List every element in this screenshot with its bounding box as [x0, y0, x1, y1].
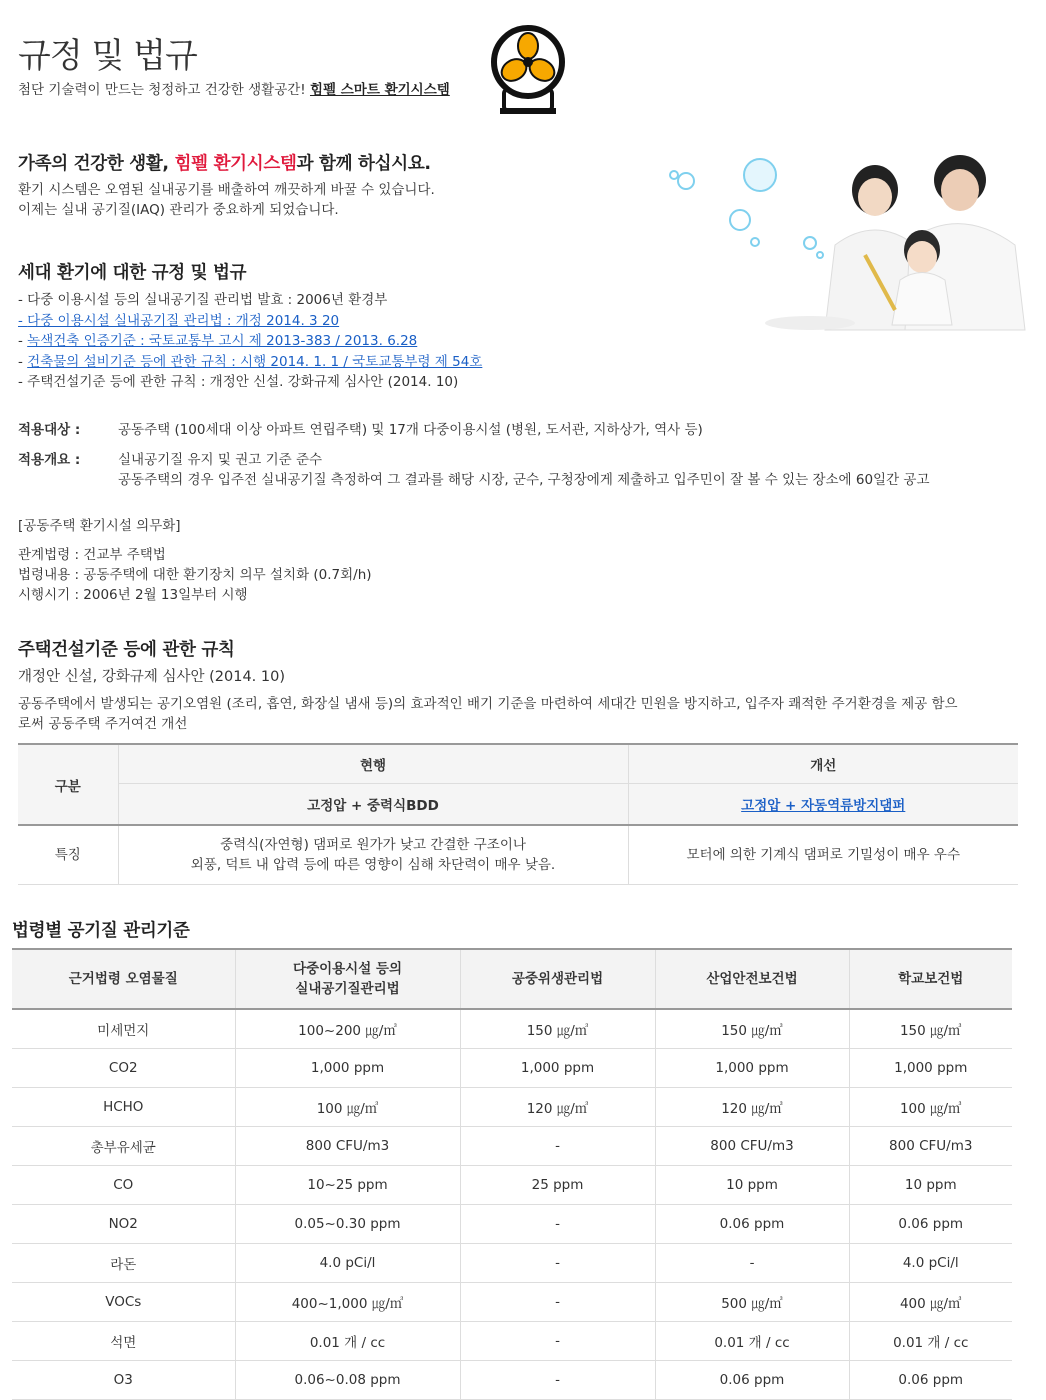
standard-value: 100 ㎍/㎥ [849, 1088, 1012, 1127]
intro-heading [18, 150, 431, 175]
air-quality-heading: 법령별 공기질 관리기준 [12, 921, 190, 941]
pollutant-name: CO2 [12, 1049, 235, 1088]
intro-text [18, 180, 435, 220]
standard-value: 120 ㎍/㎥ [460, 1088, 655, 1127]
standard-value: 800 CFU/m3 [235, 1127, 460, 1166]
table-row [12, 1361, 1012, 1400]
standard-value: 0.06~0.08 ppm [235, 1361, 460, 1400]
standard-value: 4.0 pCi/l [235, 1244, 460, 1283]
standard-value: - [655, 1244, 849, 1283]
housing-rule-desc [18, 694, 1018, 734]
intro-line: 환기 시스템은 오염된 실내공기를 배출하여 깨끗하게 바꿀 수 있습니다. [18, 182, 435, 198]
standard-value: - [460, 1244, 655, 1283]
housing-rule-subheading: 개정안 신설, 강화규제 심사안 (2014. 10) [18, 669, 286, 685]
standard-value: 500 ㎍/㎥ [655, 1283, 849, 1322]
target-value: 공동주택 (100세대 이상 아파트 연립주택) 및 17개 다중이용시설 (병원, 도서관, 지하상가, 역사 등) [118, 422, 703, 438]
housing-rule-heading: 주택건설기준 등에 관한 규칙 [18, 640, 235, 660]
pollutant-name: NO2 [12, 1205, 235, 1244]
table-row [12, 1166, 1012, 1205]
standard-value: 1,000 ppm [655, 1049, 849, 1088]
intro-heading-accent: 힘펠 환기시스템 [174, 154, 297, 174]
standard-value: 0.06 ppm [849, 1205, 1012, 1244]
pollutant-name: 총부유세균 [12, 1127, 235, 1166]
standard-value: 150 ㎍/㎥ [655, 1009, 849, 1049]
standard-value: 25 ppm [460, 1166, 655, 1205]
intro-heading-suffix: 과 함께 하십시요. [296, 154, 431, 174]
standard-value: 800 CFU/m3 [655, 1127, 849, 1166]
regulation-item: - 주택건설기준 등에 관한 규칙 : 개정안 신설. 강화규제 심사안 (2014. 10) [18, 374, 459, 390]
apply-section [0, 420, 1046, 490]
table-row [12, 1127, 1012, 1166]
intro-line: 이제는 실내 공기질(IAQ) 관리가 중요하게 되었습니다. [18, 202, 339, 218]
feature-label: 특징 [18, 825, 118, 885]
pollutant-name: CO [12, 1166, 235, 1205]
col-current: 현행 [118, 744, 628, 784]
pollutant-name: VOCs [12, 1283, 235, 1322]
intro-heading-prefix: 가족의 건강한 생활, [18, 154, 175, 174]
standard-value: 800 CFU/m3 [849, 1127, 1012, 1166]
mandate-heading: [공동주택 환기시설 의무화] [18, 518, 181, 534]
table-row [12, 1322, 1012, 1361]
mandate-details [18, 545, 372, 605]
standard-value: 1,000 ppm [460, 1049, 655, 1088]
air-quality-col-header: 공중위생관리법 [460, 949, 655, 1009]
pollutant-name: 미세먼지 [12, 1009, 235, 1049]
page-subtitle [18, 78, 450, 98]
standard-value: 0.06 ppm [655, 1205, 849, 1244]
standard-value: 150 ㎍/㎥ [849, 1009, 1012, 1049]
pollutant-name: HCHO [12, 1088, 235, 1127]
mandate-line: 관계법령 : 건교부 주택법 [18, 547, 166, 563]
pollutant-name: 라돈 [12, 1244, 235, 1283]
standard-value: 1,000 ppm [235, 1049, 460, 1088]
fan-icon [490, 24, 566, 116]
standard-value: 0.01 개 / cc [655, 1322, 849, 1361]
current-type: 고정압 + 중력식BDD [118, 784, 628, 826]
air-quality-table [12, 948, 1012, 1400]
regulation-link[interactable]: - 녹색건축 인증기준 : 국토교통부 고시 제 2013-383 / 2013. 6.28 [18, 333, 418, 349]
standard-value: 400~1,000 ㎍/㎥ [235, 1283, 460, 1322]
standard-value: - [460, 1361, 655, 1400]
table-row [12, 1244, 1012, 1283]
table-row [12, 1088, 1012, 1127]
standard-value: 1,000 ppm [849, 1049, 1012, 1088]
col-category: 구분 [18, 744, 118, 825]
mandate-line: 법령내용 : 공동주택에 대한 환기장치 의무 설치화 (0.7회/h) [18, 567, 372, 583]
mandate-line: 시행시기 : 2006년 2월 13일부터 시행 [18, 587, 248, 603]
summary-label: 적용개요 : [18, 452, 81, 468]
page-title: 규정 및 법규 [18, 36, 197, 76]
standard-value: 10 ppm [655, 1166, 849, 1205]
standard-value: 120 ㎍/㎥ [655, 1088, 849, 1127]
table-row [12, 1283, 1012, 1322]
subtitle-text: 첨단 기술력이 만드는 청정하고 건강한 생활공간! [18, 82, 310, 98]
table-row [12, 1205, 1012, 1244]
standard-value: 0.06 ppm [849, 1361, 1012, 1400]
standard-value: 0.01 개 / cc [849, 1322, 1012, 1361]
standard-value: 0.05~0.30 ppm [235, 1205, 460, 1244]
desc-line: 공동주택에서 발생되는 공기오염원 (조리, 흡연, 화장실 냄새 등)의 효과적인 배기 기준을 마련하여 세대간 민원을 방지하고, 입주자 쾌적한 주거환경을 제공 함으 [18, 696, 958, 712]
standard-value: 100 ㎍/㎥ [235, 1088, 460, 1127]
regulations-heading: 세대 환기에 대한 규정 및 법규 [18, 263, 247, 283]
air-quality-col-header: 산업안전보건법 [655, 949, 849, 1009]
improved-feature: 모터에 의한 기계식 댐퍼로 기밀성이 매우 우수 [628, 825, 1018, 885]
current-feature: 중력식(자연형) 댐퍼로 원가가 낮고 간결한 구조이나 외풍, 덕트 내 압력 등에 따른 영향이 심해 차단력이 매우 낮음. [118, 825, 628, 885]
standard-value: 0.01 개 / cc [235, 1322, 460, 1361]
regulation-list [18, 290, 482, 393]
damper-comparison-table [18, 743, 1018, 885]
regulation-item: - 다중 이용시설 등의 실내공기질 관리법 발효 : 2006년 환경부 [18, 292, 388, 308]
standard-value: - [460, 1205, 655, 1244]
improved-type-link[interactable]: 고정압 + 자동역류방지댐퍼 [628, 784, 1018, 826]
standard-value: 4.0 pCi/l [849, 1244, 1012, 1283]
summary-line: 공동주택의 경우 입주전 실내공기질 측정하여 그 결과를 해당 시장, 군수, 구청장에게 제출하고 입주민이 잘 볼 수 있는 장소에 60일간 공고 [118, 472, 930, 488]
desc-line: 로써 공동주택 주거여건 개선 [18, 716, 188, 732]
family-illustration [660, 145, 1030, 340]
standard-value: 10 ppm [849, 1166, 1012, 1205]
air-quality-col-header: 학교보건법 [849, 949, 1012, 1009]
standard-value: 400 ㎍/㎥ [849, 1283, 1012, 1322]
air-quality-col-header: 다중이용시설 등의 실내공기질관리법 [235, 949, 460, 1009]
standard-value: 10~25 ppm [235, 1166, 460, 1205]
standard-value: - [460, 1127, 655, 1166]
summary-line: 실내공기질 유지 및 권고 기준 준수 [118, 452, 323, 468]
target-label: 적용대상 : [18, 422, 81, 438]
pollutant-name: 석면 [12, 1322, 235, 1361]
air-quality-col-header: 근거법령 오염물질 [12, 949, 235, 1009]
standard-value: - [460, 1283, 655, 1322]
standard-value: 100~200 ㎍/㎥ [235, 1009, 460, 1049]
regulation-link[interactable]: - 건축물의 설비기준 등에 관한 규칙 : 시행 2014. 1. 1 / 국토교통부령 제 54호 [18, 353, 483, 370]
brand-name: 힘펠 스마트 환기시스템 [309, 82, 450, 98]
table-row [12, 1049, 1012, 1088]
standard-value: 150 ㎍/㎥ [460, 1009, 655, 1049]
standard-value: - [460, 1322, 655, 1361]
col-improved: 개선 [628, 744, 1018, 784]
pollutant-name: O3 [12, 1361, 235, 1400]
table-row [12, 1009, 1012, 1049]
standard-value: 0.06 ppm [655, 1361, 849, 1400]
regulation-link[interactable]: - 다중 이용시설 실내공기질 관리법 : 개정 2014. 3 20 [18, 312, 340, 329]
